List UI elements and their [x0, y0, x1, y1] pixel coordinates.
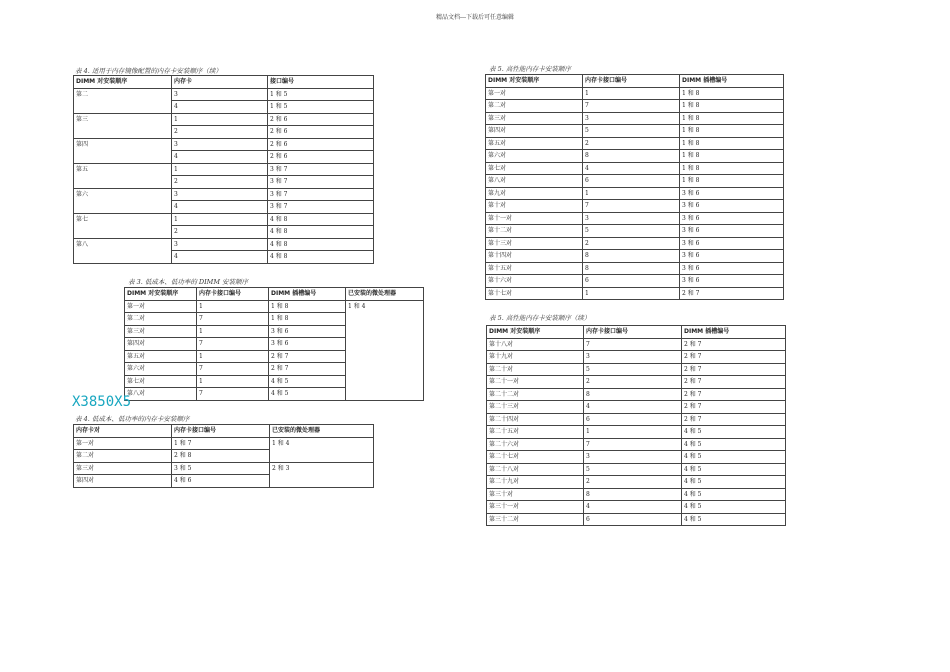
table-cell: 第十七对 — [486, 287, 583, 300]
table-cell: 8 — [583, 150, 680, 163]
column-header: 已安装的微处理器 — [270, 425, 374, 438]
table-cell: 7 — [197, 363, 269, 376]
table-cell: 7 — [197, 338, 269, 351]
table-cell: 4 — [172, 251, 268, 264]
table-cell: 1 — [583, 87, 680, 100]
table-cell: 3 和 6 — [269, 325, 346, 338]
table5-cont-caption: 表 5. 高性能内存卡安装顺序（续） — [489, 314, 591, 322]
table-cell: 第二十四对 — [487, 413, 584, 426]
table-cell: 第一对 — [74, 437, 172, 450]
table-cell: 第三对 — [74, 462, 172, 475]
table-row — [74, 113, 374, 126]
table-cell: 6 — [583, 275, 680, 288]
table-cell: 2 — [583, 137, 680, 150]
table-cell: 第二 — [74, 88, 172, 113]
table-cell: 3 和 6 — [680, 212, 784, 225]
table-cell: 3 和 7 — [268, 163, 374, 176]
table-cell: 8 — [584, 388, 682, 401]
column-header: 已安装的微处理器 — [346, 288, 424, 301]
table-cell: 3 — [583, 212, 680, 225]
table-cell: 7 — [583, 200, 680, 213]
column-header: DIMM 插槽编号 — [680, 75, 784, 88]
table5-cont — [486, 325, 786, 526]
table-row — [74, 88, 374, 101]
table-cell: 3 和 7 — [268, 188, 374, 201]
table-cell: 1 和 8 — [680, 87, 784, 100]
table-cell: 第六 — [74, 188, 172, 213]
table-row — [74, 188, 374, 201]
table-cell: 4 和 8 — [268, 213, 374, 226]
table-cell: 第二十八对 — [487, 463, 584, 476]
table-cell: 第十三对 — [486, 237, 583, 250]
table-cell: 1 和 4 — [270, 437, 374, 462]
table-row — [487, 363, 786, 376]
table-cell: 第七对 — [125, 375, 197, 388]
table-cell: 2 和 7 — [680, 287, 784, 300]
table-row — [486, 187, 784, 200]
table-cell: 第二对 — [125, 313, 197, 326]
table-cell: 2 — [584, 476, 682, 489]
table-cell: 第一对 — [125, 300, 197, 313]
table-cell: 1 和 5 — [268, 88, 374, 101]
table-cell: 第六对 — [125, 363, 197, 376]
page-header: 精品文档---下载后可任意编辑 — [435, 14, 515, 21]
table-row — [486, 212, 784, 225]
table-cell: 1 和 8 — [680, 100, 784, 113]
table-cell: 第八对 — [486, 175, 583, 188]
table-cell: 1 和 8 — [680, 125, 784, 138]
table-cell: 3 和 6 — [680, 237, 784, 250]
table-cell: 4 和 8 — [268, 226, 374, 239]
table-cell: 1 — [172, 113, 268, 126]
table-cell: 7 — [584, 338, 682, 351]
table-cell: 4 和 5 — [269, 375, 346, 388]
table-cell: 1 和 8 — [680, 112, 784, 125]
table-cell: 2 和 7 — [682, 363, 786, 376]
table-row — [486, 87, 784, 100]
table-cell: 2 和 7 — [269, 363, 346, 376]
table-row — [487, 438, 786, 451]
table-cell: 1 — [197, 375, 269, 388]
table-cell: 1 — [172, 213, 268, 226]
column-header: 内存卡接口编号 — [197, 288, 269, 301]
column-header: 内存卡 — [172, 76, 268, 89]
table-cell: 2 和 7 — [682, 388, 786, 401]
table-cell: 8 — [584, 488, 682, 501]
table-cell: 6 — [584, 513, 682, 526]
table-cell: 4 和 6 — [172, 475, 270, 488]
table-cell: 第一对 — [486, 87, 583, 100]
table-cell: 第三十一对 — [487, 501, 584, 514]
table-cell: 1 — [583, 187, 680, 200]
table-row — [486, 162, 784, 175]
table-cell: 4 — [583, 162, 680, 175]
table-cell: 1 — [584, 426, 682, 439]
table-row — [487, 426, 786, 439]
table-cell: 第七 — [74, 213, 172, 238]
column-header: DIMM 对安装顺序 — [486, 75, 583, 88]
table-row — [487, 401, 786, 414]
table-cell: 7 — [197, 313, 269, 326]
table-cell: 2 和 6 — [268, 138, 374, 151]
table-row — [487, 376, 786, 389]
table-cell: 第三对 — [125, 325, 197, 338]
table-cell: 第十二对 — [486, 225, 583, 238]
table-cell: 1 和 8 — [269, 300, 346, 313]
table-cell: 4 — [584, 501, 682, 514]
table-row — [487, 463, 786, 476]
table-cell: 4 和 8 — [268, 251, 374, 264]
table-cell: 第五对 — [486, 137, 583, 150]
table-cell: 3 和 6 — [269, 338, 346, 351]
table-row — [486, 137, 784, 150]
table-cell: 第九对 — [486, 187, 583, 200]
table-row — [486, 225, 784, 238]
table-cell: 2 — [583, 237, 680, 250]
table-cell: 3 — [172, 88, 268, 101]
table-cell: 第二对 — [486, 100, 583, 113]
table-cell: 第二十二对 — [487, 388, 584, 401]
table4-cont — [73, 75, 374, 264]
table-row — [486, 112, 784, 125]
table-cell: 3 和 5 — [172, 462, 270, 475]
table5 — [485, 74, 784, 300]
table-cell: 1 — [172, 163, 268, 176]
table-cell: 4 和 5 — [682, 451, 786, 464]
table-cell: 3 和 6 — [680, 225, 784, 238]
table-cell: 3 — [172, 238, 268, 251]
table-cell: 4 — [584, 401, 682, 414]
table-cell: 3 — [172, 138, 268, 151]
table-cell: 3 和 6 — [680, 187, 784, 200]
table-cell: 第二十三对 — [487, 401, 584, 414]
table-cell: 2 和 7 — [682, 401, 786, 414]
column-header: DIMM 插槽编号 — [682, 326, 786, 339]
table-cell: 3 — [583, 112, 680, 125]
table4-cont-caption: 表 4. 适用于内存镜像配置的内存卡安装顺序（续） — [75, 67, 222, 75]
table-cell: 7 — [584, 438, 682, 451]
table-cell: 2 和 7 — [682, 413, 786, 426]
table-cell: 4 — [172, 201, 268, 214]
table-row — [486, 250, 784, 263]
table-cell: 4 和 8 — [268, 238, 374, 251]
table-cell: 3 — [584, 451, 682, 464]
table-cell: 第十八对 — [487, 338, 584, 351]
table-cell: 第二对 — [74, 450, 172, 463]
table-cell: 7 — [197, 388, 269, 401]
table-cell: 3 和 7 — [268, 176, 374, 189]
table-cell: 第二十对 — [487, 363, 584, 376]
table-cell: 第二十九对 — [487, 476, 584, 489]
table-row — [486, 125, 784, 138]
table-cell: 1 和 8 — [680, 137, 784, 150]
table-cell: 2 — [584, 376, 682, 389]
table-cell: 2 和 7 — [682, 351, 786, 364]
table-cell: 1 — [583, 287, 680, 300]
column-header: DIMM 插槽编号 — [269, 288, 346, 301]
table-cell: 第三十对 — [487, 488, 584, 501]
table-cell: 4 和 5 — [682, 501, 786, 514]
table-cell: 6 — [584, 413, 682, 426]
table3 — [124, 287, 424, 401]
table-cell: 5 — [583, 125, 680, 138]
table-cell: 4 — [172, 151, 268, 164]
table-cell: 2 和 8 — [172, 450, 270, 463]
column-header: DIMM 对安装顺序 — [487, 326, 584, 339]
table-cell: 1 和 8 — [680, 175, 784, 188]
table-cell: 5 — [583, 225, 680, 238]
table-cell: 第二十六对 — [487, 438, 584, 451]
table-row — [487, 388, 786, 401]
table4 — [73, 424, 374, 488]
table-row — [487, 451, 786, 464]
watermark: X3850X5 — [72, 394, 132, 410]
table-cell: 4 和 5 — [682, 513, 786, 526]
table-row — [74, 238, 374, 251]
table-cell: 第四 — [74, 138, 172, 163]
table-cell: 第二十一对 — [487, 376, 584, 389]
table-cell: 3 和 6 — [680, 200, 784, 213]
table-cell: 2 和 7 — [269, 350, 346, 363]
table-row — [74, 213, 374, 226]
table-cell: 第十对 — [486, 200, 583, 213]
table-cell: 第四对 — [74, 475, 172, 488]
table-cell: 第十九对 — [487, 351, 584, 364]
table-cell: 2 和 6 — [268, 126, 374, 139]
table-cell: 2 和 6 — [268, 113, 374, 126]
table-cell: 第八对 — [125, 388, 197, 401]
table-cell: 1 — [197, 350, 269, 363]
table-cell: 2 和 7 — [682, 376, 786, 389]
table-row — [487, 488, 786, 501]
table-row — [74, 138, 374, 151]
table-row — [486, 287, 784, 300]
table-row — [125, 300, 424, 313]
column-header: 内存卡对 — [74, 425, 172, 438]
table-cell: 4 和 5 — [682, 426, 786, 439]
column-header: DIMM 对安装顺序 — [125, 288, 197, 301]
table-cell: 4 和 5 — [682, 476, 786, 489]
table-cell: 第五 — [74, 163, 172, 188]
table-cell: 7 — [583, 100, 680, 113]
table-cell: 4 和 5 — [682, 488, 786, 501]
table-cell: 2 和 7 — [682, 338, 786, 351]
table-cell: 3 和 6 — [680, 250, 784, 263]
table-cell: 4 和 5 — [269, 388, 346, 401]
table-cell: 1 和 8 — [680, 162, 784, 175]
table-cell: 3 和 6 — [680, 275, 784, 288]
table-cell: 第六对 — [486, 150, 583, 163]
table-cell: 2 和 3 — [270, 462, 374, 487]
table-cell: 第三十二对 — [487, 513, 584, 526]
table-cell: 3 和 7 — [268, 201, 374, 214]
table3-caption: 表 3. 低成本、低功率的 DIMM 安装顺序 — [128, 278, 249, 286]
table-cell: 8 — [583, 250, 680, 263]
table-cell: 第八 — [74, 238, 172, 263]
table-cell: 第七对 — [486, 162, 583, 175]
table-cell: 第三对 — [486, 112, 583, 125]
table-row — [487, 338, 786, 351]
table-cell: 5 — [584, 463, 682, 476]
table-cell: 3 — [172, 188, 268, 201]
table-cell: 1 — [197, 325, 269, 338]
table-cell: 第十六对 — [486, 275, 583, 288]
table-cell: 4 和 5 — [682, 438, 786, 451]
table5-caption: 表 5. 高性能内存卡安装顺序 — [489, 65, 571, 73]
table-row — [486, 237, 784, 250]
column-header: 内存卡接口编号 — [584, 326, 682, 339]
table-cell: 2 和 6 — [268, 151, 374, 164]
table-row — [487, 501, 786, 514]
table-row — [486, 200, 784, 213]
table-row — [487, 413, 786, 426]
table-row — [74, 462, 374, 475]
table-cell: 1 和 8 — [269, 313, 346, 326]
table-cell: 4 — [172, 101, 268, 114]
table-cell: 2 — [172, 226, 268, 239]
table-cell: 第十四对 — [486, 250, 583, 263]
table-row — [486, 275, 784, 288]
table-cell: 4 和 5 — [682, 463, 786, 476]
column-header: DIMM 对安装顺序 — [74, 76, 172, 89]
column-header: 接口编号 — [268, 76, 374, 89]
table-cell: 第三 — [74, 113, 172, 138]
table-cell: 1 — [197, 300, 269, 313]
table-cell: 第五对 — [125, 350, 197, 363]
table-cell: 第二十七对 — [487, 451, 584, 464]
table-cell: 第十五对 — [486, 262, 583, 275]
table-cell: 第二十五对 — [487, 426, 584, 439]
column-header: 内存卡接口编号 — [583, 75, 680, 88]
table-row — [74, 163, 374, 176]
table-row — [487, 513, 786, 526]
table-row — [486, 100, 784, 113]
table-row — [486, 175, 784, 188]
table-row — [486, 262, 784, 275]
table-cell: 1 和 8 — [680, 150, 784, 163]
table-cell: 8 — [583, 262, 680, 275]
table-cell: 1 和 5 — [268, 101, 374, 114]
table-cell: 第四对 — [125, 338, 197, 351]
table-cell: 1 和 7 — [172, 437, 270, 450]
column-header: 内存卡接口编号 — [172, 425, 270, 438]
table-cell: 5 — [584, 363, 682, 376]
table-cell: 2 — [172, 176, 268, 189]
table-cell: 6 — [583, 175, 680, 188]
table-cell: 第十一对 — [486, 212, 583, 225]
table-row — [486, 150, 784, 163]
table-cell: 第四对 — [486, 125, 583, 138]
table-cell: 3 和 6 — [680, 262, 784, 275]
table-row — [487, 476, 786, 489]
table-cell: 2 — [172, 126, 268, 139]
table-row — [74, 437, 374, 450]
table-cell: 3 — [584, 351, 682, 364]
table-row — [487, 351, 786, 364]
table-cell: 1 和 4 — [346, 300, 424, 400]
table4-caption: 表 4. 低成本、低功率的内存卡安装顺序 — [75, 415, 190, 423]
